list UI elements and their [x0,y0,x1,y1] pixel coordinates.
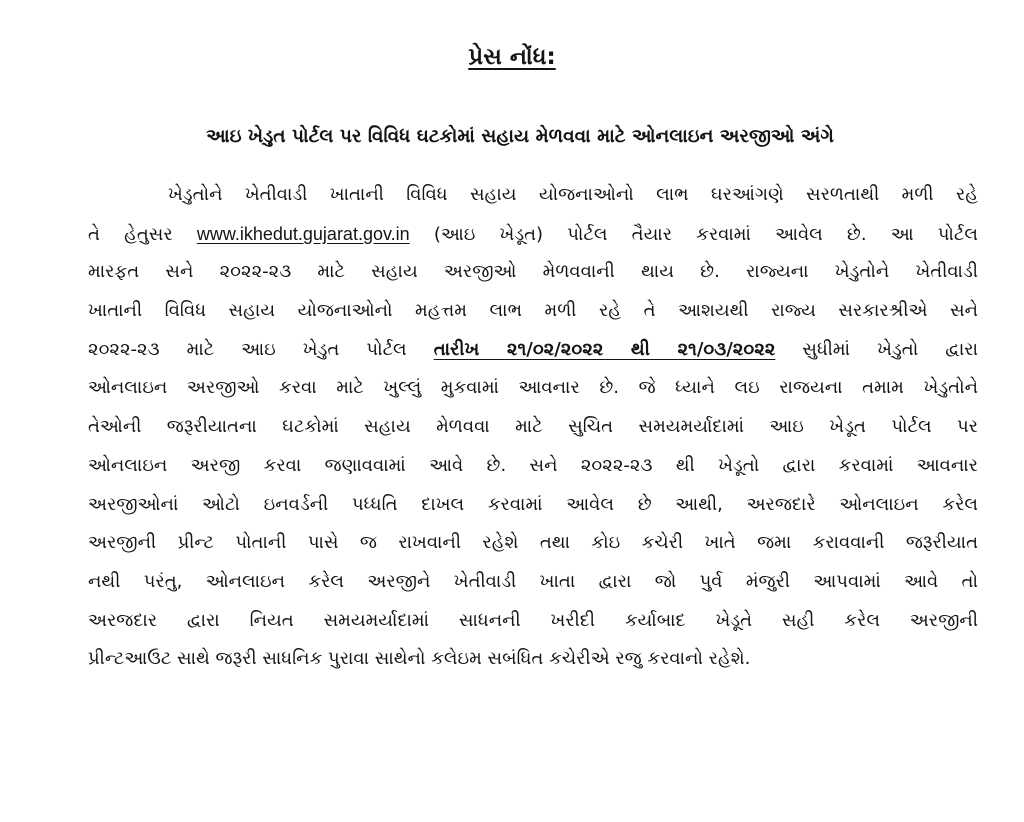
body-line-9: અરજીઓનાં ઓટો ઇનવર્ડની પધ્ધતિ દાખલ કરવામાં આવેલ છે આથી, અરજદારે ઓનલાઇન કરેલ [88,493,978,515]
body-line-4: ખાતાની વિવિધ સહાય યોજનાઓનો મહત્તમ લાભ મળી રહે તે આશયથી રાજ્ય સરકારશ્રીએ સને [88,300,978,322]
body-line-12: અરજદાર દ્વારા નિયત સમયમર્યાદામાં સાધનની ખરીદી કર્યાબાદ ખેડૂતે સહી કરેલ અરજીની [88,609,978,631]
body-line-5-end: સુધીમાં ખેડુતો દ્વારા [802,338,978,360]
body-line-2-end: (આઇ ખેડૂત) પોર્ટલ તૈયાર કરવામાં આવેલ છે. આ પોર્ટલ [433,223,979,245]
body-line-6: ઓનલાઇન અરજીઓ કરવા માટે ખુલ્લું મુકવામાં આવનાર છે. જે ધ્યાને લઇ રાજયના તમામ ખેડુતોને [88,377,978,399]
subject-line: આઇ ખેડુત પોર્ટલ પર વિવિધ ઘટકોમાં સહાય મેળવવા માટે ઓનલાઇન અરજીઓ અંગે [206,126,834,147]
body-line-5-start: ૨૦૨૨-૨૩ માટે આઇ ખેડુત પોર્ટલ [88,338,407,360]
body-line-5 [88,331,978,370]
body-line-3: મારફત સને ૨૦૨૨-૨૩ માટે સહાય અરજીઓ મેળવવાની થાય છે. રાજ્યના ખેડુતોને ખેતીવાડી [88,261,978,283]
portal-url-link[interactable]: www.ikhedut.gujarat.gov.in [196,223,410,244]
body-paragraph [88,176,978,679]
page-title-text: પ્રેસ નોંધ: [468,44,556,70]
page-title [0,42,1024,72]
body-line-1: ખેડુતોને ખેતીવાડી ખાતાની વિવિધ સહાય યોજનાઓનો લાભ ઘરઆંગણે સરળતાથી મળી રહે [168,184,978,205]
body-line-10: અરજીની પ્રીન્ટ પોતાની પાસે જ રાખવાની રહેશે તથા કોઇ કચેરી ખાતે જમા કરાવવાની જરૂરીયાત [88,532,978,554]
body-line-2-start: તે હેતુસર [88,223,173,245]
body-line-13: પ્રીન્ટઆઉટ સાથે જરૂરી સાધનિક પુરાવા સાથેનો કલેઇમ સબંધિત કચેરીએ રજુ કરવાનો રહેશે. [88,648,751,670]
body-line-11: નથી પરંતુ, ઓનલાઇન કરેલ અરજીને ખેતીવાડી ખાતા દ્વારા જો પુર્વ મંજુરી આપવામાં આવે તો [88,570,978,592]
body-line-7: તેઓની જરૂરીયાતના ઘટકોમાં સહાય મેળવવા માટે સુચિત સમયમર્યાદામાં આઇ ખેડૂત પોર્ટલ પર [88,416,978,438]
body-line-8: ઓનલાઇન અરજી કરવા જણાવવામાં આવે છે. સને ૨૦૨૨-૨૩ થી ખેડૂતો દ્વારા કરવામાં આવનાર [88,454,978,476]
body-line-2 [88,215,978,254]
application-date-range: તારીખ ૨૧/૦૨/૨૦૨૨ થી ૨૧/૦૩/૨૦૨૨ [433,338,776,360]
